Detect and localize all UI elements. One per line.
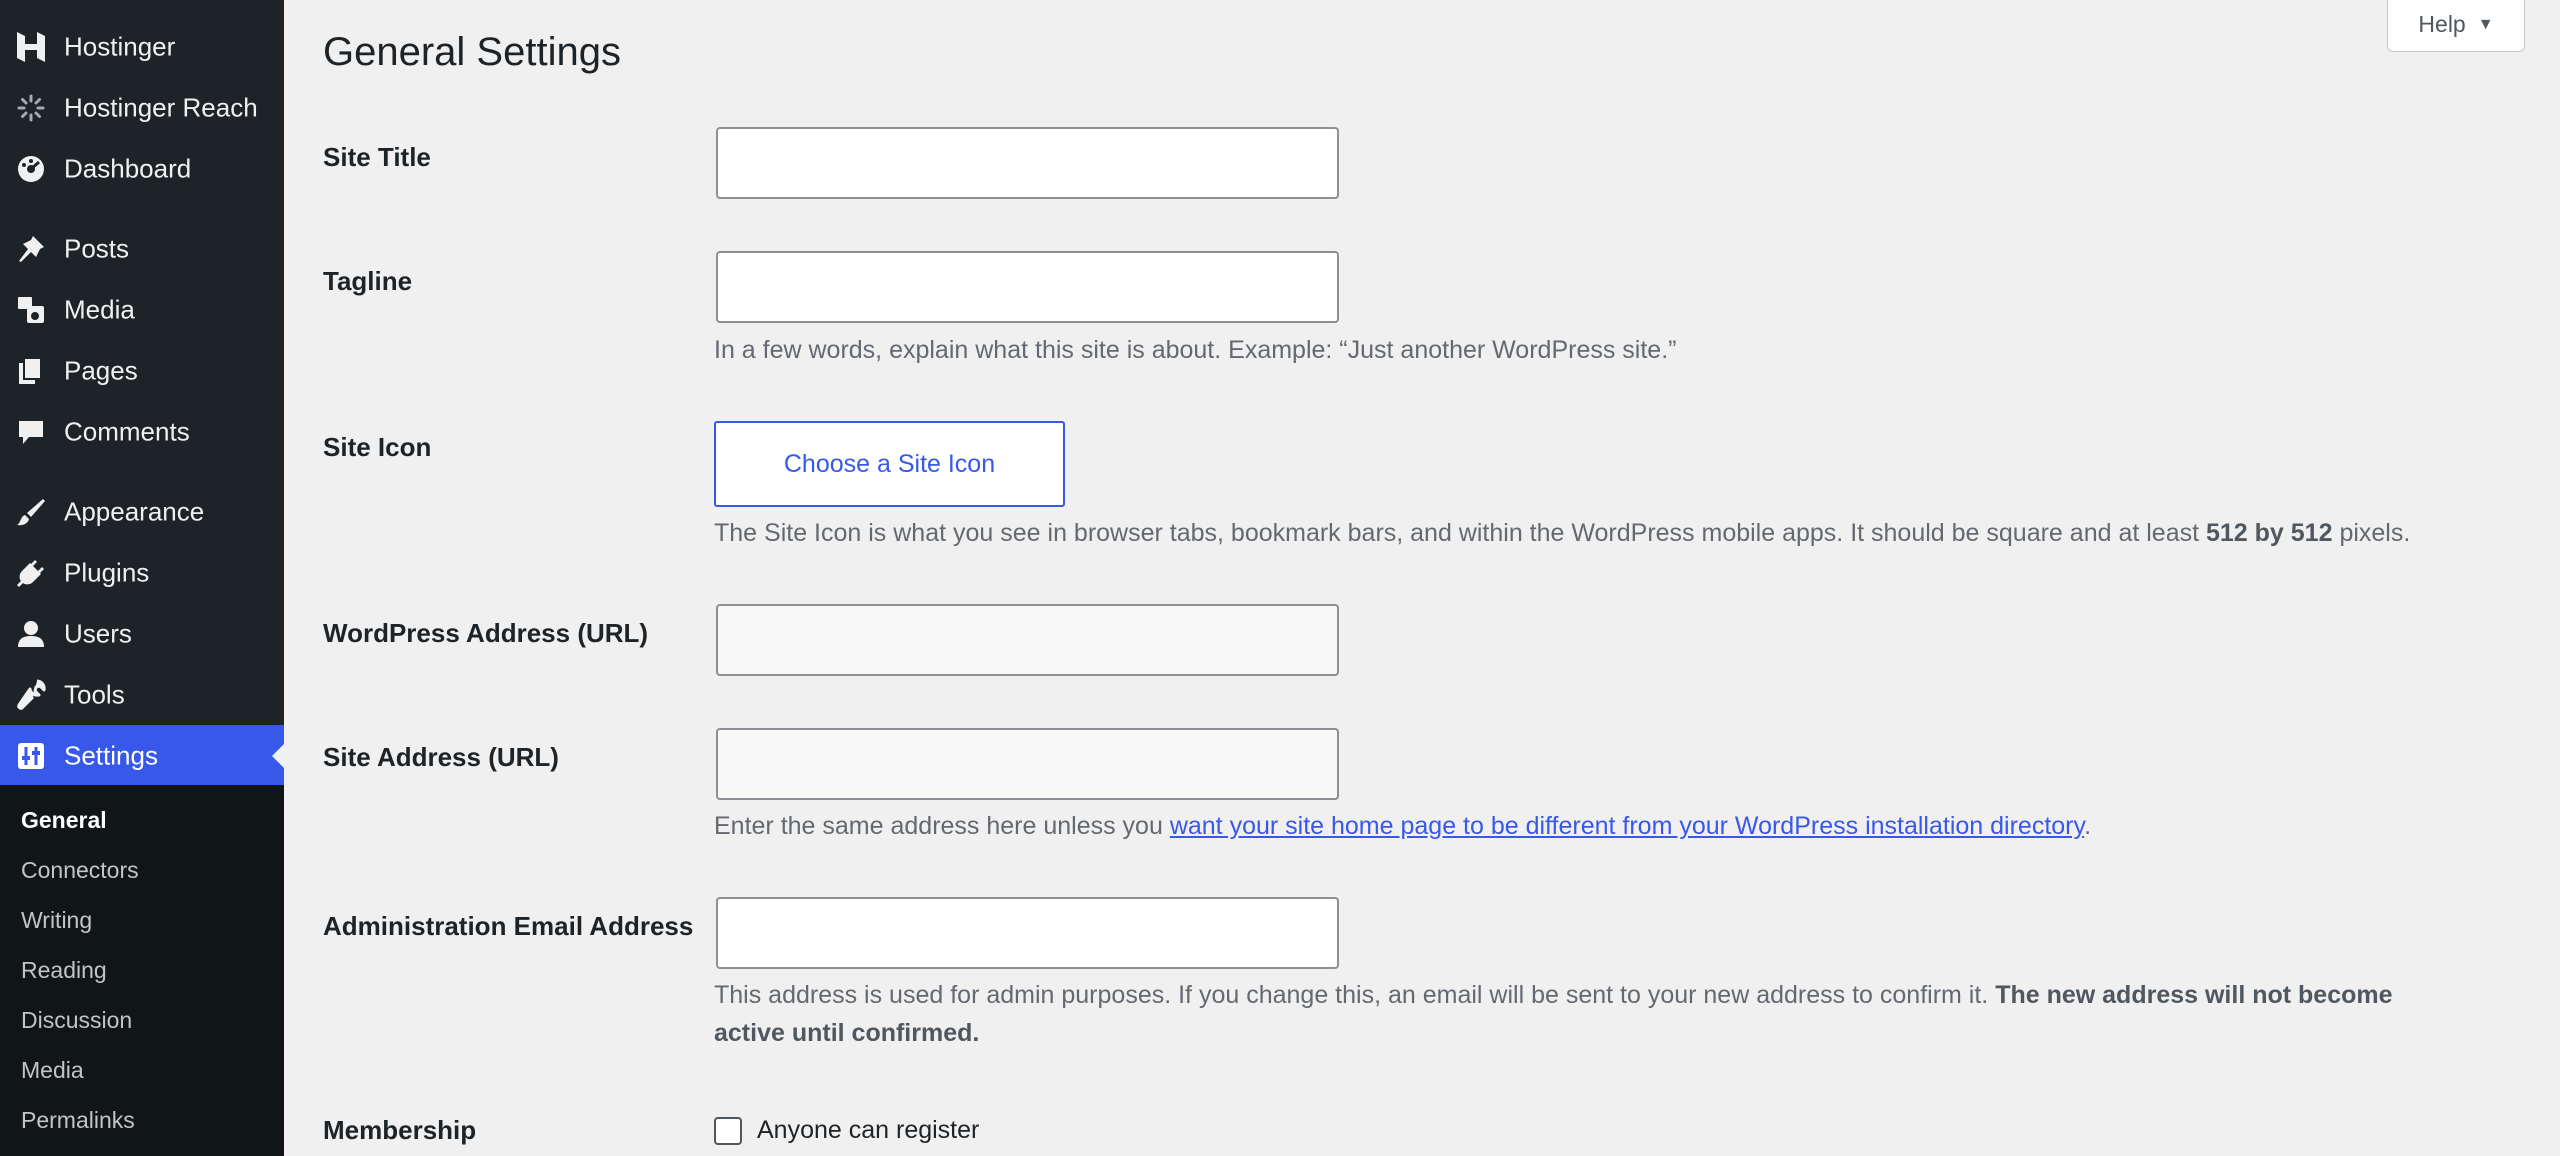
- menu-label: Comments: [64, 416, 190, 446]
- comment-bubble-icon: [14, 415, 48, 449]
- site-icon-label: Site Icon: [323, 432, 432, 462]
- menu-item-media[interactable]: [0, 279, 284, 340]
- wordpress-address-input[interactable]: [716, 604, 1339, 676]
- tagline-description: In a few words, explain what this site is about. Example: “Just another WordPress site.”: [714, 336, 1677, 364]
- menu-item-settings[interactable]: [0, 725, 284, 786]
- spinner-icon: [14, 91, 48, 125]
- site-address-help-link[interactable]: want your site home page to be different from your WordPress installation directory: [1169, 812, 2085, 840]
- menu-item-dashboard[interactable]: [0, 138, 284, 199]
- help-button[interactable]: [2387, 0, 2525, 52]
- menu-label: Pages: [64, 355, 138, 385]
- admin-sidebar: [0, 0, 284, 1156]
- site-title-label: Site Title: [323, 142, 431, 172]
- tagline-label: Tagline: [323, 266, 413, 296]
- membership-label: Membership: [323, 1115, 477, 1145]
- menu-item-appearance[interactable]: [0, 481, 284, 542]
- menu-label: Settings: [64, 740, 158, 770]
- submenu-general[interactable]: General: [21, 807, 107, 833]
- menu-label: Posts: [64, 233, 130, 263]
- site-address-label: Site Address (URL): [323, 742, 559, 772]
- admin-email-description: This address is used for admin purposes. If you change this, an email will be sent to your new address to confirm it. The new address will not become: [714, 981, 2393, 1009]
- plug-icon: [14, 556, 48, 590]
- admin-email-description-cont: active until confirmed.: [714, 1019, 980, 1047]
- submenu-connectors[interactable]: Connectors: [21, 857, 139, 883]
- admin-email-input[interactable]: [716, 897, 1339, 969]
- anyone-can-register-label[interactable]: Anyone can register: [757, 1116, 980, 1144]
- tagline-input[interactable]: [716, 251, 1339, 323]
- menu-label: Appearance: [64, 496, 205, 526]
- dashboard-gauge-icon: [14, 152, 48, 186]
- site-address-description: Enter the same address here unless you want your site home page to be different from your WordPress installation directory.: [714, 812, 2092, 840]
- help-label: Help: [2418, 11, 2466, 37]
- pages-icon: [14, 354, 48, 388]
- anyone-can-register-checkbox[interactable]: [714, 1117, 742, 1145]
- menu-label: Plugins: [64, 557, 150, 587]
- hostinger-logo-icon: [14, 30, 48, 64]
- settings-sliders-icon: [14, 739, 48, 773]
- menu-label: Media: [64, 294, 135, 324]
- settings-submenu: [0, 785, 284, 1156]
- submenu-writing[interactable]: Writing: [21, 907, 93, 933]
- submenu-discussion[interactable]: Discussion: [21, 1007, 133, 1033]
- menu-label: Dashboard: [64, 153, 192, 183]
- menu-label: Hostinger Reach: [64, 92, 258, 122]
- wrench-icon: [14, 678, 48, 712]
- media-icon: [14, 293, 48, 327]
- wordpress-address-label: WordPress Address (URL): [323, 618, 649, 648]
- site-title-input[interactable]: [716, 127, 1339, 199]
- menu-item-pages[interactable]: [0, 340, 284, 401]
- pushpin-icon: [14, 232, 48, 266]
- submenu-media[interactable]: Media: [21, 1057, 84, 1083]
- menu-item-hostinger[interactable]: [0, 16, 284, 77]
- paintbrush-icon: [14, 495, 48, 529]
- submenu-permalinks[interactable]: Permalinks: [21, 1107, 135, 1133]
- menu-item-comments[interactable]: [0, 401, 284, 462]
- menu-item-users[interactable]: [0, 603, 284, 664]
- site-address-input[interactable]: [716, 728, 1339, 800]
- submenu-reading[interactable]: Reading: [21, 957, 107, 983]
- menu-item-hostinger-reach[interactable]: [0, 77, 284, 138]
- menu-item-posts[interactable]: [0, 218, 284, 279]
- site-icon-description: The Site Icon is what you see in browser tabs, bookmark bars, and within the WordPress mobile apps. It should be square and at least 512 by 512 pixels.: [714, 519, 2411, 547]
- caret-down-icon: ▼: [2477, 15, 2494, 33]
- menu-label: Users: [64, 618, 132, 648]
- user-icon: [14, 617, 48, 651]
- page-title: General Settings: [323, 30, 621, 74]
- choose-site-icon-button[interactable]: Choose a Site Icon: [714, 421, 1065, 507]
- menu-label: Hostinger: [64, 31, 176, 61]
- menu-item-plugins[interactable]: [0, 542, 284, 603]
- menu-label: Tools: [64, 679, 125, 709]
- menu-item-tools[interactable]: [0, 664, 284, 725]
- admin-email-label: Administration Email Address: [323, 911, 694, 941]
